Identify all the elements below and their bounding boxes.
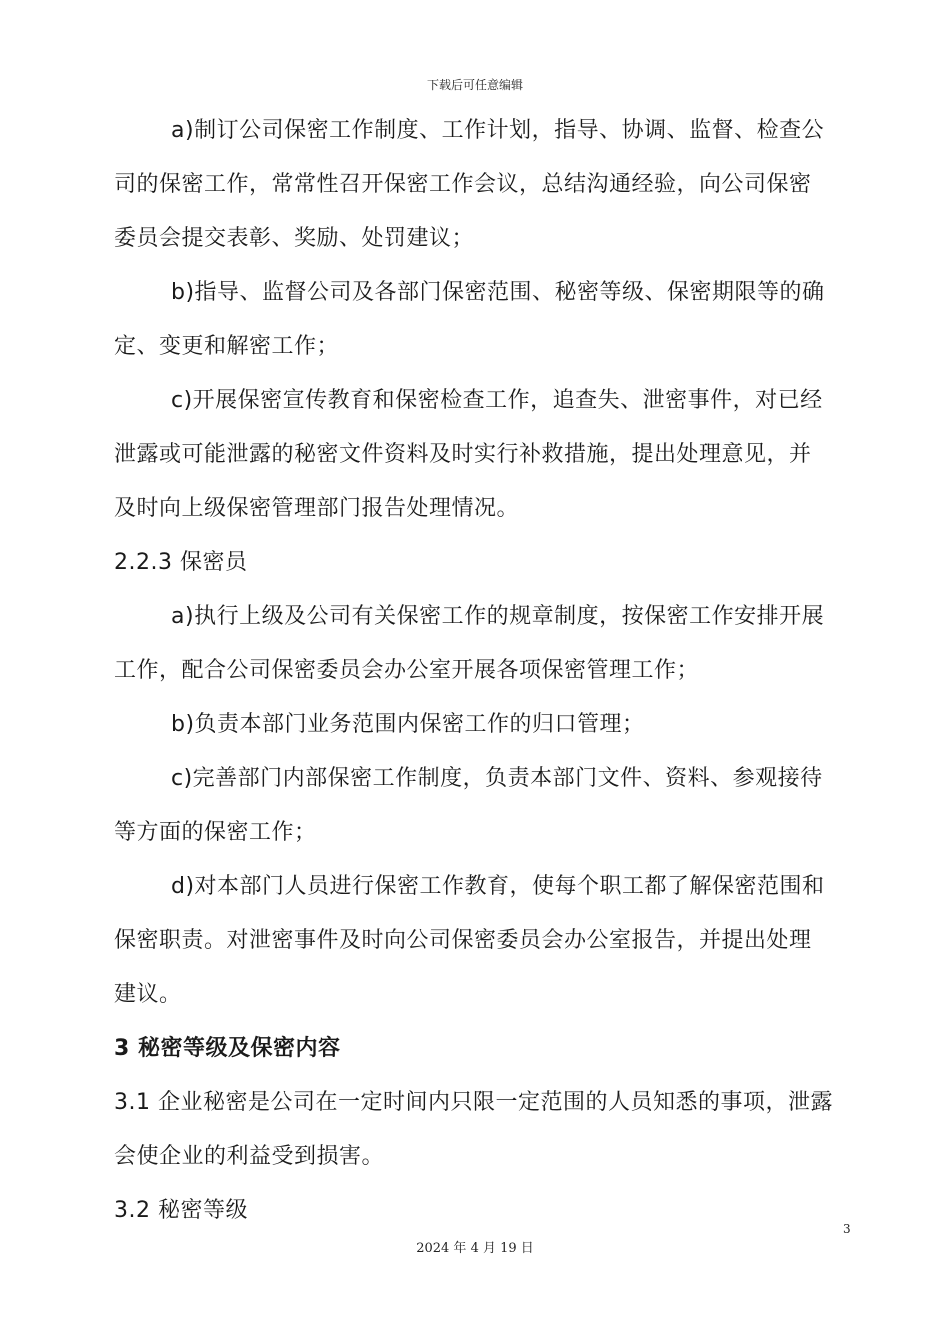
paragraph-line: 3.1 企业秘密是公司在一定时间内只限一定范围的人员知悉的事项，泄露 — [114, 1090, 833, 1115]
paragraph-line: a)制订公司保密工作制度、工作计划，指导、协调、监督、检查公 — [171, 118, 825, 143]
paragraph-line: 泄露或可能泄露的秘密文件资料及时实行补救措施，提出处理意见，并 — [114, 442, 812, 467]
paragraph-line: c)开展保密宣传教育和保密检查工作，追查失、泄密事件，对已经 — [171, 388, 823, 413]
section-heading: 3.2 秘密等级 — [114, 1198, 248, 1223]
paragraph-line: c)完善部门内部保密工作制度，负责本部门文件、资料、参观接待 — [171, 766, 823, 791]
paragraph-line: b)负责本部门业务范围内保密工作的归口管理； — [171, 712, 645, 737]
chapter-heading: 3 秘密等级及保密内容 — [114, 1036, 341, 1061]
paragraph-line: b)指导、监督公司及各部门保密范围、秘密等级、保密期限等的确 — [171, 280, 825, 305]
paragraph-line: 建议。 — [114, 982, 182, 1007]
paragraph-line: d)对本部门人员进行保密工作教育，使每个职工都了解保密范围和 — [171, 874, 825, 899]
paragraph-line: 司的保密工作，常常性召开保密工作会议，总结沟通经验，向公司保密 — [114, 172, 812, 197]
paragraph-line: 定、变更和解密工作； — [114, 334, 340, 359]
paragraph-line: 委员会提交表彰、奖励、处罚建议； — [114, 226, 475, 251]
paragraph-line: 保密职责。对泄密事件及时向公司保密委员会办公室报告，并提出处理 — [114, 928, 812, 953]
section-heading: 2.2.3 保密员 — [114, 550, 248, 575]
page-header: 下载后可任意编辑 — [426, 78, 523, 92]
document-body — [114, 110, 854, 1244]
paragraph-line: 及时向上级保密管理部门报告处理情况。 — [114, 496, 520, 521]
paragraph-line: 等方面的保密工作； — [114, 820, 317, 845]
paragraph-line: 工作，配合公司保密委员会办公室开展各项保密管理工作； — [114, 658, 700, 683]
page-number: 3 — [843, 1222, 851, 1236]
page-footer-date: 2024 年 4 月 19 日 — [416, 1241, 534, 1256]
paragraph-line: 会使企业的利益受到损害。 — [114, 1144, 385, 1169]
paragraph-line: a)执行上级及公司有关保密工作的规章制度，按保密工作安排开展 — [171, 604, 825, 629]
